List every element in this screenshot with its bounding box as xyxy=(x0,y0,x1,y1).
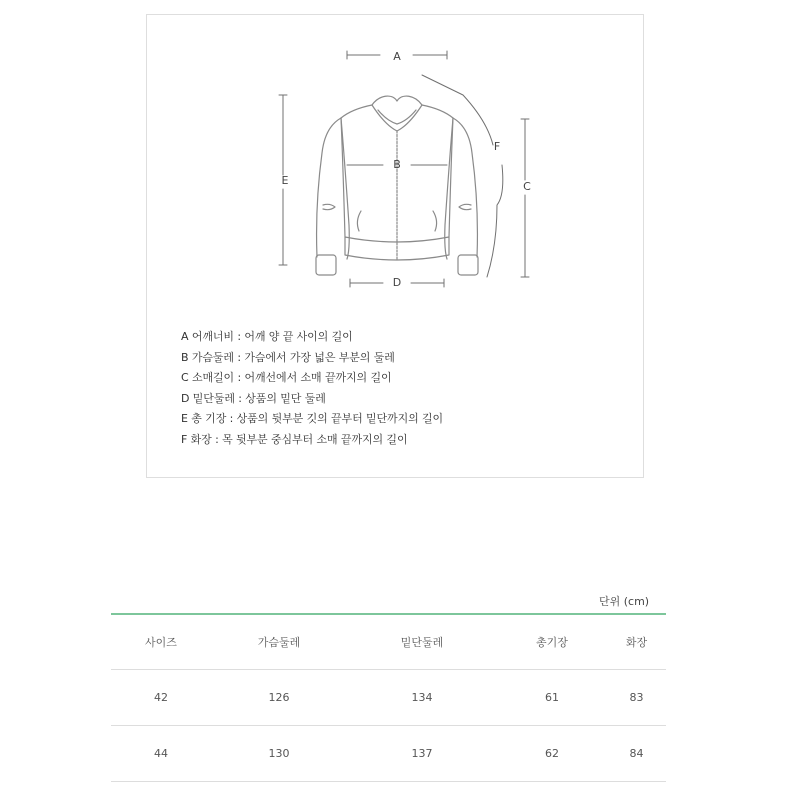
column-header: 밑단둘레 xyxy=(347,614,497,670)
dim-label-a: A xyxy=(393,50,401,63)
legend-item-b: B 가슴둘레 : 가슴에서 가장 넓은 부분의 둘레 xyxy=(181,350,395,364)
table-cell: 61 xyxy=(497,670,607,726)
table-cell: 126 xyxy=(211,670,347,726)
table-cell: 42 xyxy=(111,670,211,726)
table-row xyxy=(111,670,666,726)
unit-label: 단위 (cm) xyxy=(599,595,650,608)
measurement-legend xyxy=(181,327,443,450)
legend-item-e: E 총 기장 : 상품의 뒷부분 깃의 끝부터 밑단까지의 길이 xyxy=(181,412,444,425)
dim-label-f: F xyxy=(493,140,501,153)
column-header: 화장 xyxy=(607,614,666,670)
column-header: 총기장 xyxy=(497,614,607,670)
dim-label-c: C xyxy=(523,180,531,193)
table-cell: 62 xyxy=(497,726,607,782)
legend-item-f: F 화장 : 목 뒷부분 중심부터 소매 끝까지의 길이 xyxy=(181,432,408,446)
dim-label-b: B xyxy=(393,158,401,171)
table-cell: 137 xyxy=(347,726,497,782)
table-header-row xyxy=(111,614,666,670)
table-cell: 84 xyxy=(607,726,666,782)
column-header: 가슴둘레 xyxy=(211,614,347,670)
dim-label-d: D xyxy=(392,276,402,289)
dim-label-e: E xyxy=(281,174,289,187)
table-cell: 134 xyxy=(347,670,497,726)
jacket-outline xyxy=(316,96,478,275)
legend-item-c: C 소매길이 : 어깨선에서 소매 끝까지의 길이 xyxy=(181,371,392,384)
table-row xyxy=(111,726,666,782)
table-cell: 83 xyxy=(607,670,666,726)
column-header: 사이즈 xyxy=(111,614,211,670)
legend-item-d: D 밑단둘레 : 상품의 밑단 둘레 xyxy=(181,391,326,405)
size-guide-panel xyxy=(146,14,644,478)
table-cell: 130 xyxy=(211,726,347,782)
table-cell: 44 xyxy=(111,726,211,782)
size-table xyxy=(111,613,666,782)
legend-item-a: A 어깨너비 : 어깨 양 끝 사이의 길이 xyxy=(181,330,353,343)
